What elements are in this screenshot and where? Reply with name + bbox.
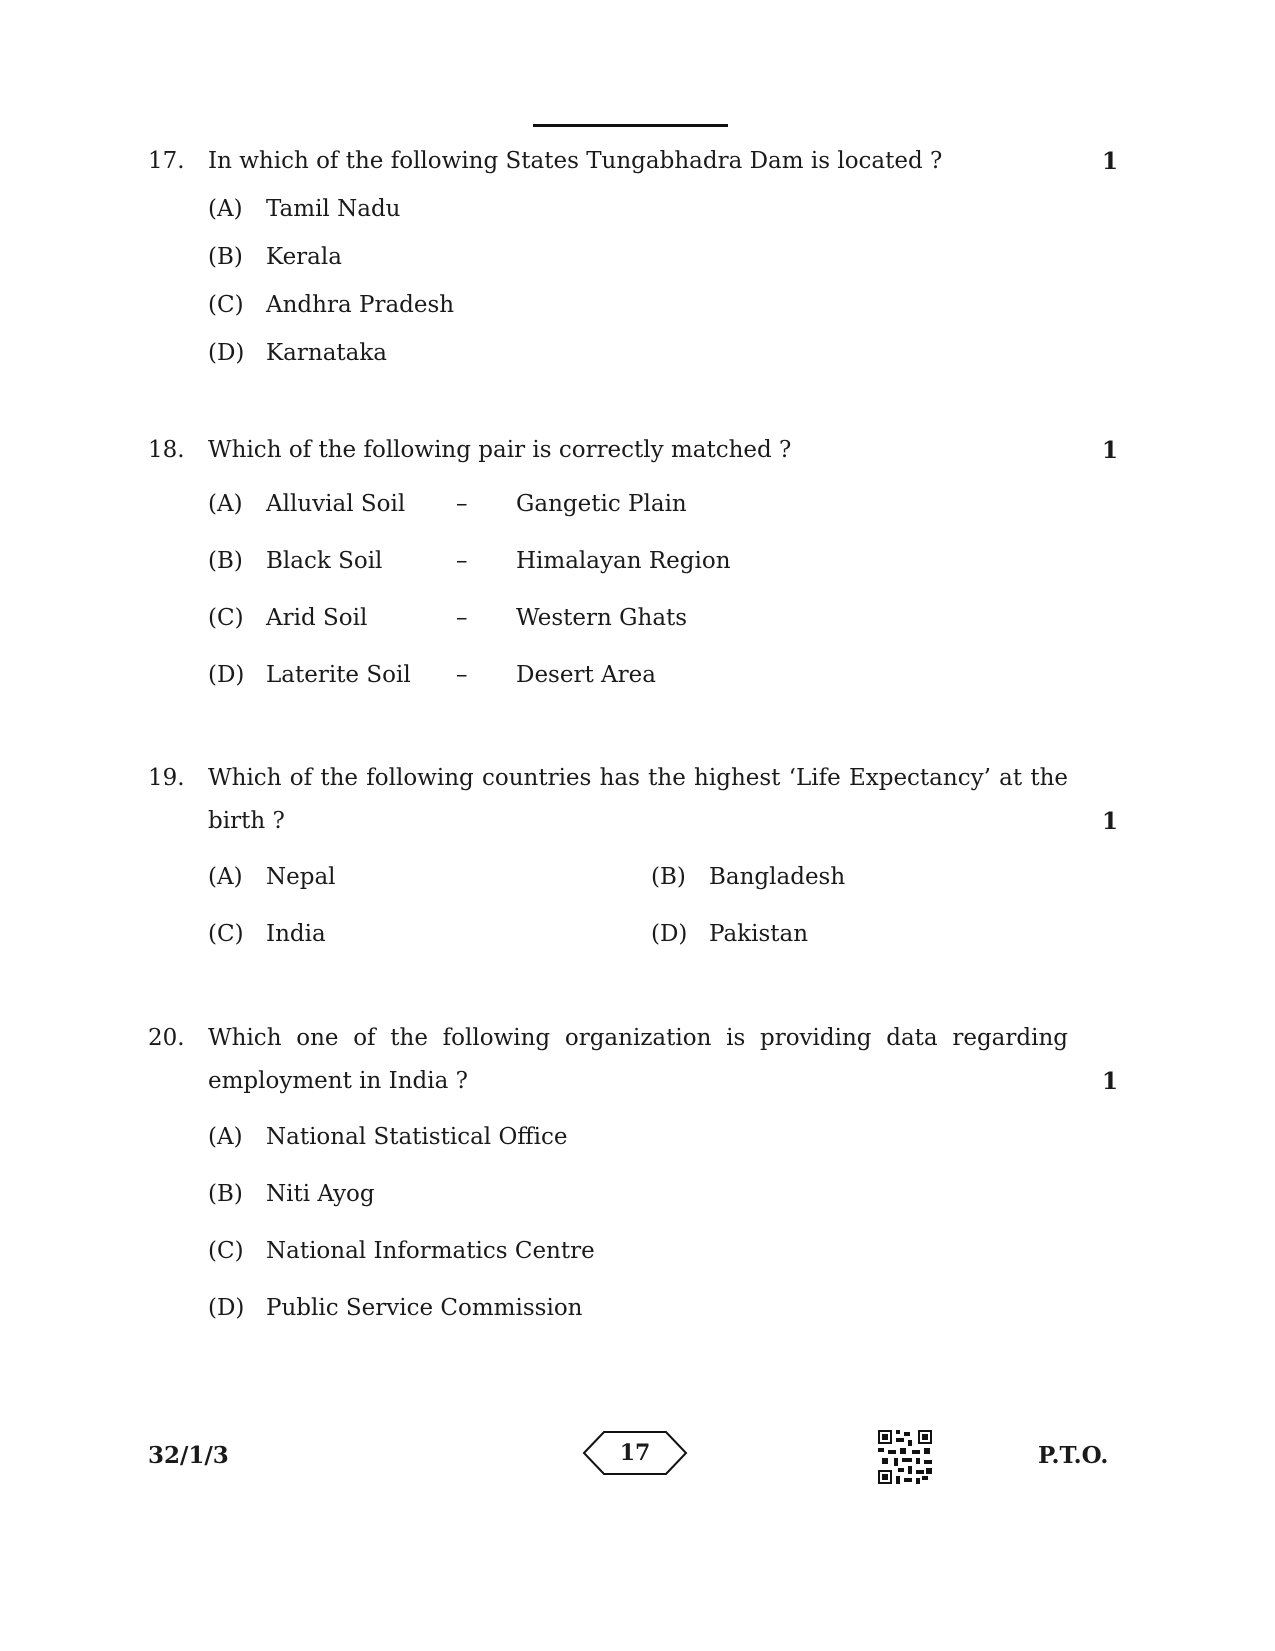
option-label: (B) (208, 244, 243, 270)
paper-code: 32/1/3 (148, 1442, 229, 1469)
option-label: (A) (208, 1124, 243, 1150)
question-text-line-1: Which of the following countries has the highest ‘Life Expectancy’ at the (208, 765, 1068, 791)
option-label: (D) (651, 921, 688, 947)
option-text: Andhra Pradesh (266, 292, 455, 318)
option-text: Bangladesh (709, 864, 846, 890)
option-text: Niti Ayog (266, 1181, 375, 1207)
question-number: 17. (148, 148, 185, 174)
option-dash: – (456, 548, 468, 574)
option-label: (A) (208, 196, 243, 222)
question-number: 20. (148, 1025, 185, 1051)
option-label: (D) (208, 1295, 245, 1321)
page-footer (0, 1430, 1275, 1480)
option-label: (C) (208, 605, 244, 631)
question-text: Which of the following pair is correctly matched ? (208, 437, 792, 463)
option-label: (C) (208, 1238, 244, 1264)
option-text: Nepal (266, 864, 336, 890)
question-marks: 1 (1101, 1068, 1118, 1095)
option-label: (B) (208, 548, 243, 574)
page-number: 17 (619, 1440, 651, 1466)
option-left: Black Soil (266, 548, 383, 574)
option-left: Laterite Soil (266, 662, 411, 688)
option-text: Kerala (266, 244, 342, 270)
option-label: (A) (208, 491, 243, 517)
option-text: National Statistical Office (266, 1124, 568, 1150)
option-left: Arid Soil (266, 605, 368, 631)
question-number: 18. (148, 437, 185, 463)
please-turn-over: P.T.O. (1038, 1442, 1109, 1469)
page-number-badge (582, 1430, 688, 1476)
qr-code-icon (878, 1430, 932, 1484)
question-text-line-2: birth ? (208, 808, 285, 834)
option-left: Alluvial Soil (266, 491, 406, 517)
option-dash: – (456, 605, 468, 631)
option-label: (C) (208, 292, 244, 318)
option-label: (A) (208, 864, 243, 890)
option-text: India (266, 921, 326, 947)
option-label: (D) (208, 662, 245, 688)
question-number: 19. (148, 765, 185, 791)
option-text: National Informatics Centre (266, 1238, 595, 1264)
option-text: Pakistan (709, 921, 809, 947)
option-right: Desert Area (516, 662, 656, 688)
question-text: In which of the following States Tungabhadra Dam is located ? (208, 148, 943, 174)
option-right: Himalayan Region (516, 548, 731, 574)
option-label: (B) (651, 864, 686, 890)
option-right: Western Ghats (516, 605, 688, 631)
top-rule (533, 124, 728, 127)
option-dash: – (456, 491, 468, 517)
option-label: (C) (208, 921, 244, 947)
question-marks: 1 (1101, 148, 1118, 175)
option-label: (B) (208, 1181, 243, 1207)
question-marks: 1 (1101, 808, 1118, 835)
option-label: (D) (208, 340, 245, 366)
option-text: Public Service Commission (266, 1295, 583, 1321)
option-dash: – (456, 662, 468, 688)
option-text: Karnataka (266, 340, 388, 366)
option-text: Tamil Nadu (266, 196, 401, 222)
question-text-line-2: employment in India ? (208, 1068, 468, 1094)
option-right: Gangetic Plain (516, 491, 687, 517)
question-text-line-1: Which one of the following organization is providing data regarding (208, 1025, 1068, 1051)
question-marks: 1 (1101, 437, 1118, 464)
